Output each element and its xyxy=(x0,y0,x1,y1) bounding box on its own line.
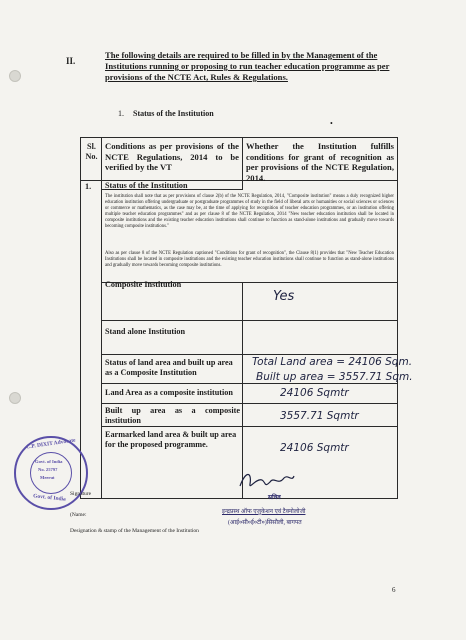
hindi-institution-line1: इन्द्रप्रस्थ ऑफ एजुकेशन एवं टैक्नोलोजी xyxy=(222,509,306,515)
land-area-label: Land Area as a composite institution xyxy=(105,388,233,397)
clause-8-text: Also as per clause 8 of the NCTE Regulation captioned "Conditions for grant of recognition", the Clause 8(1) provides that "New Teacher Education Institutions shall be located in composite institutions and the existing teacher education institutions shall continue to function as stand-alone institutions and gradually move towards becoming composite institutions. xyxy=(105,251,394,268)
composite-institution-answer: Yes xyxy=(273,289,295,304)
earmarked-area-label: Earmarked land area & built up area for the proposed programme. xyxy=(105,430,237,449)
subsection-number: 1. xyxy=(118,109,124,118)
composite-institution-label: Composite Institution xyxy=(105,280,182,289)
name-label: (Name: xyxy=(70,512,87,518)
stamp-center-number: No. 25797 xyxy=(38,467,58,472)
built-up-area-label: Built up area as a composite institution xyxy=(105,406,240,425)
advocate-stamp xyxy=(14,436,88,510)
total-land-area-answer: Total Land area = 24106 Sqm. xyxy=(252,356,413,368)
composite-definition-text: The institution shall note that as per provisions of clause 2(b) of the NCTE Regulation, 2014, "Composite institution" means a duly recognized higher education institution offering undergraduate or postgraduate programmes of study in the field of liberal arts or humanities or social sciences or sciences or commerce or mathematics, as the case may be, at the time of applying for recognition of teacher education programmes, or an institution offering multiple teacher education programmes" and as per clause 8 of the NCTE Regulation, 2014 "New teacher education institution shall be located in composite institutions and the existing teacher education institutions shall continue to function as stand-alone institutions and gradually move towards becoming composite institutions." xyxy=(105,194,394,229)
handwritten-signature xyxy=(236,468,298,494)
subsection-title: Status of the Institution xyxy=(133,109,214,118)
header-whether: Whether the Institution fulfills conditions for grant of recognition as per provisions of the NCTE Regulation, 2014. xyxy=(246,141,394,183)
row-title: Status of the Institution xyxy=(105,181,188,190)
status-table xyxy=(80,137,413,499)
page-number: 6 xyxy=(392,586,396,594)
ink-mark: • xyxy=(330,119,333,128)
header-sl-no: Sl. No. xyxy=(85,142,98,161)
header-conditions: Conditions as per provisions of the NCTE Regulations, 2014 to be verified by the VT xyxy=(105,141,239,172)
stamp-top-text: C.P. DIXIT Advocate xyxy=(25,437,76,451)
earmarked-area-answer: 24106 Sqmtr xyxy=(280,442,349,454)
stand-alone-institution-label: Stand alone Institution xyxy=(105,327,186,336)
punch-hole xyxy=(9,70,21,82)
section-heading: The following details are required to be filled in by the Management of the Institutions running or proposing to run teacher education programme as per provisions of the NCTE Act, Rules & Regulations. xyxy=(105,50,390,82)
designation-label: Designation & stamp of the Management of the Institution xyxy=(70,528,199,534)
punch-hole xyxy=(9,392,21,404)
stamp-center-place: Meerut xyxy=(40,475,55,480)
section-number: II. xyxy=(66,56,76,66)
hindi-institution-line2: (आई०सी०ई०टी०)सिसौली, बागपत xyxy=(228,520,302,526)
land-status-label: Status of land area and built up area as a Composite Institution xyxy=(105,358,233,377)
hindi-title: सचिव xyxy=(268,495,281,501)
built-up-area-composite-answer: 3557.71 Sqmtr xyxy=(280,410,359,422)
signature-label: Signature xyxy=(70,491,92,497)
row-number: 1. xyxy=(85,182,92,191)
land-area-answer: 24106 Sqmtr xyxy=(280,387,349,399)
built-up-area-answer: Built up area = 3557.71 Sqm. xyxy=(256,371,413,383)
stamp-center-text: Govt. of India xyxy=(35,459,63,464)
stamp-bottom-text: Govt. of India xyxy=(32,493,67,503)
